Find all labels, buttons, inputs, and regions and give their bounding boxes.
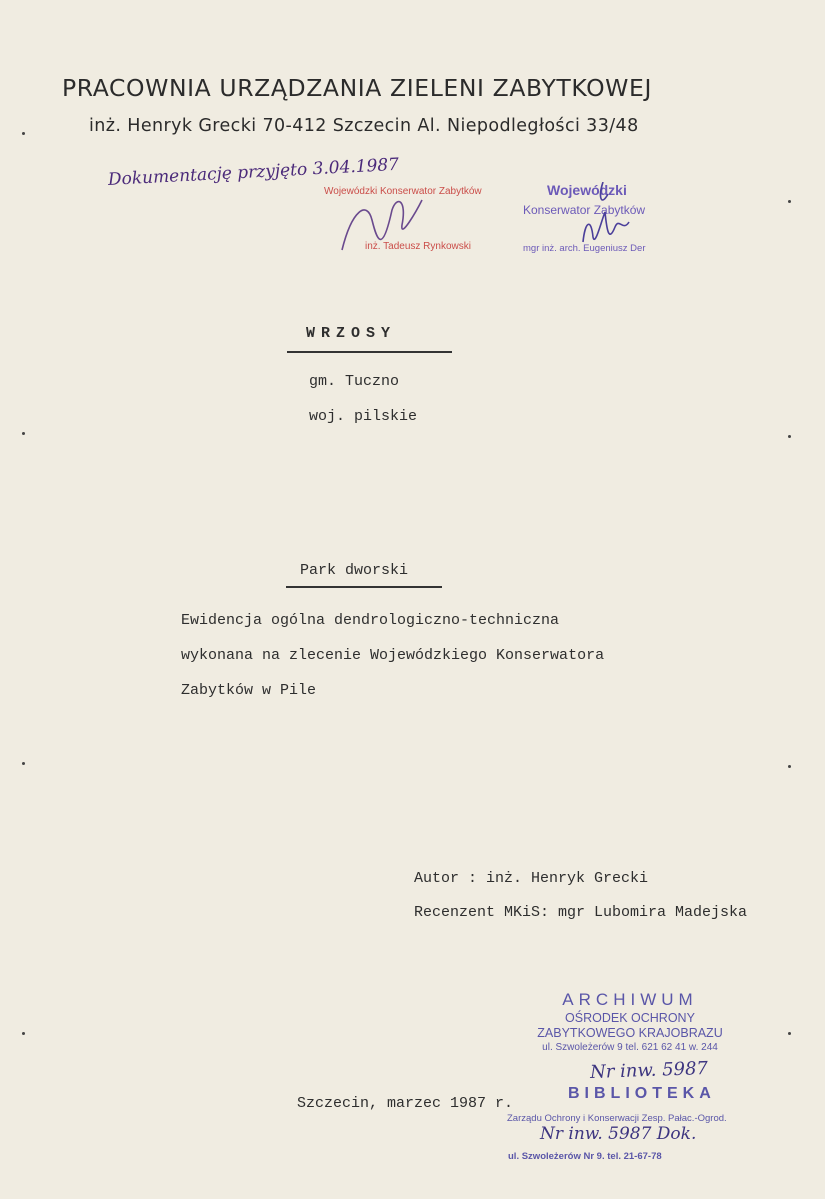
library-stamp-line2: Zarządu Ochrony i Konserwacji Zesp. Pałac.-Ogrod. [507,1113,727,1124]
violet-conservator-stamp [513,182,693,262]
letterhead-title: PRACOWNIA URZĄDZANIA ZIELENI ZABYTKOWEJ [62,74,652,102]
document-heading: WRZOSY [306,325,397,342]
description-line-2: wykonana na zlecenie Wojewódzkiego Konserwatora [181,647,605,664]
voivodeship-label: woj. pilskie [309,408,418,425]
description-line-3: Zabytków w Pile [181,682,317,699]
library-stamp-line3: ul. Szwoleżerów Nr 9. tel. 21-67-78 [508,1151,662,1162]
punch-mark [788,435,791,438]
heading-underline [287,351,452,353]
punch-mark [22,132,25,135]
red-conservator-stamp [322,180,487,260]
inventory-number: Nr inw. 5987 [589,1057,709,1084]
punch-mark [788,765,791,768]
punch-mark [788,200,791,203]
handwritten-acceptance-note: Dokumentację przyjęto 3.04.1987 [107,154,400,190]
reviewer-line: Recenzent MKiS: mgr Lubomira Madejska [414,904,748,921]
library-handwritten-number: Nr inw. 5987 Dok. [540,1124,697,1144]
author-line: Autor : inż. Henryk Grecki [414,870,649,887]
violet-stamp-line3: mgr inż. arch. Eugeniusz Der [523,243,646,254]
subject-title: Park dworski [300,562,409,579]
violet-signature-icon [513,182,693,262]
place-date: Szczecin, marzec 1987 r. [297,1095,514,1112]
archive-stamp [510,990,750,1053]
punch-mark [22,1032,25,1035]
violet-stamp-line2: Konserwator Zabytków [523,203,646,217]
red-stamp-line1: Wojewódzki Konserwator Zabytków [324,186,482,197]
gmina-label: gm. Tuczno [309,373,400,390]
archive-stamp-line2: OŚRODEK OCHRONY [565,1011,695,1025]
archive-stamp-line4: ul. Szwoleżerów 9 tel. 621 62 41 w. 244 [542,1042,718,1053]
subject-underline [286,586,442,588]
red-signature-icon [322,180,487,260]
archive-stamp-line1: ARCHIWUM [562,990,698,1009]
punch-mark [22,432,25,435]
letterhead-address: inż. Henryk Grecki 70-412 Szczecin Al. Niepodległości 33/48 [89,116,639,136]
description-line-1: Ewidencja ogólna dendrologiczno-techniczna [181,612,560,629]
red-stamp-line2: inż. Tadeusz Rynkowski [365,241,471,252]
violet-stamp-line1: Wojewódzki [547,182,627,198]
punch-mark [788,1032,791,1035]
library-stamp-line1: BIBLIOTEKA [568,1085,716,1102]
archive-stamp-line3: ZABYTKOWEGO KRAJOBRAZU [537,1026,723,1040]
punch-mark [22,762,25,765]
